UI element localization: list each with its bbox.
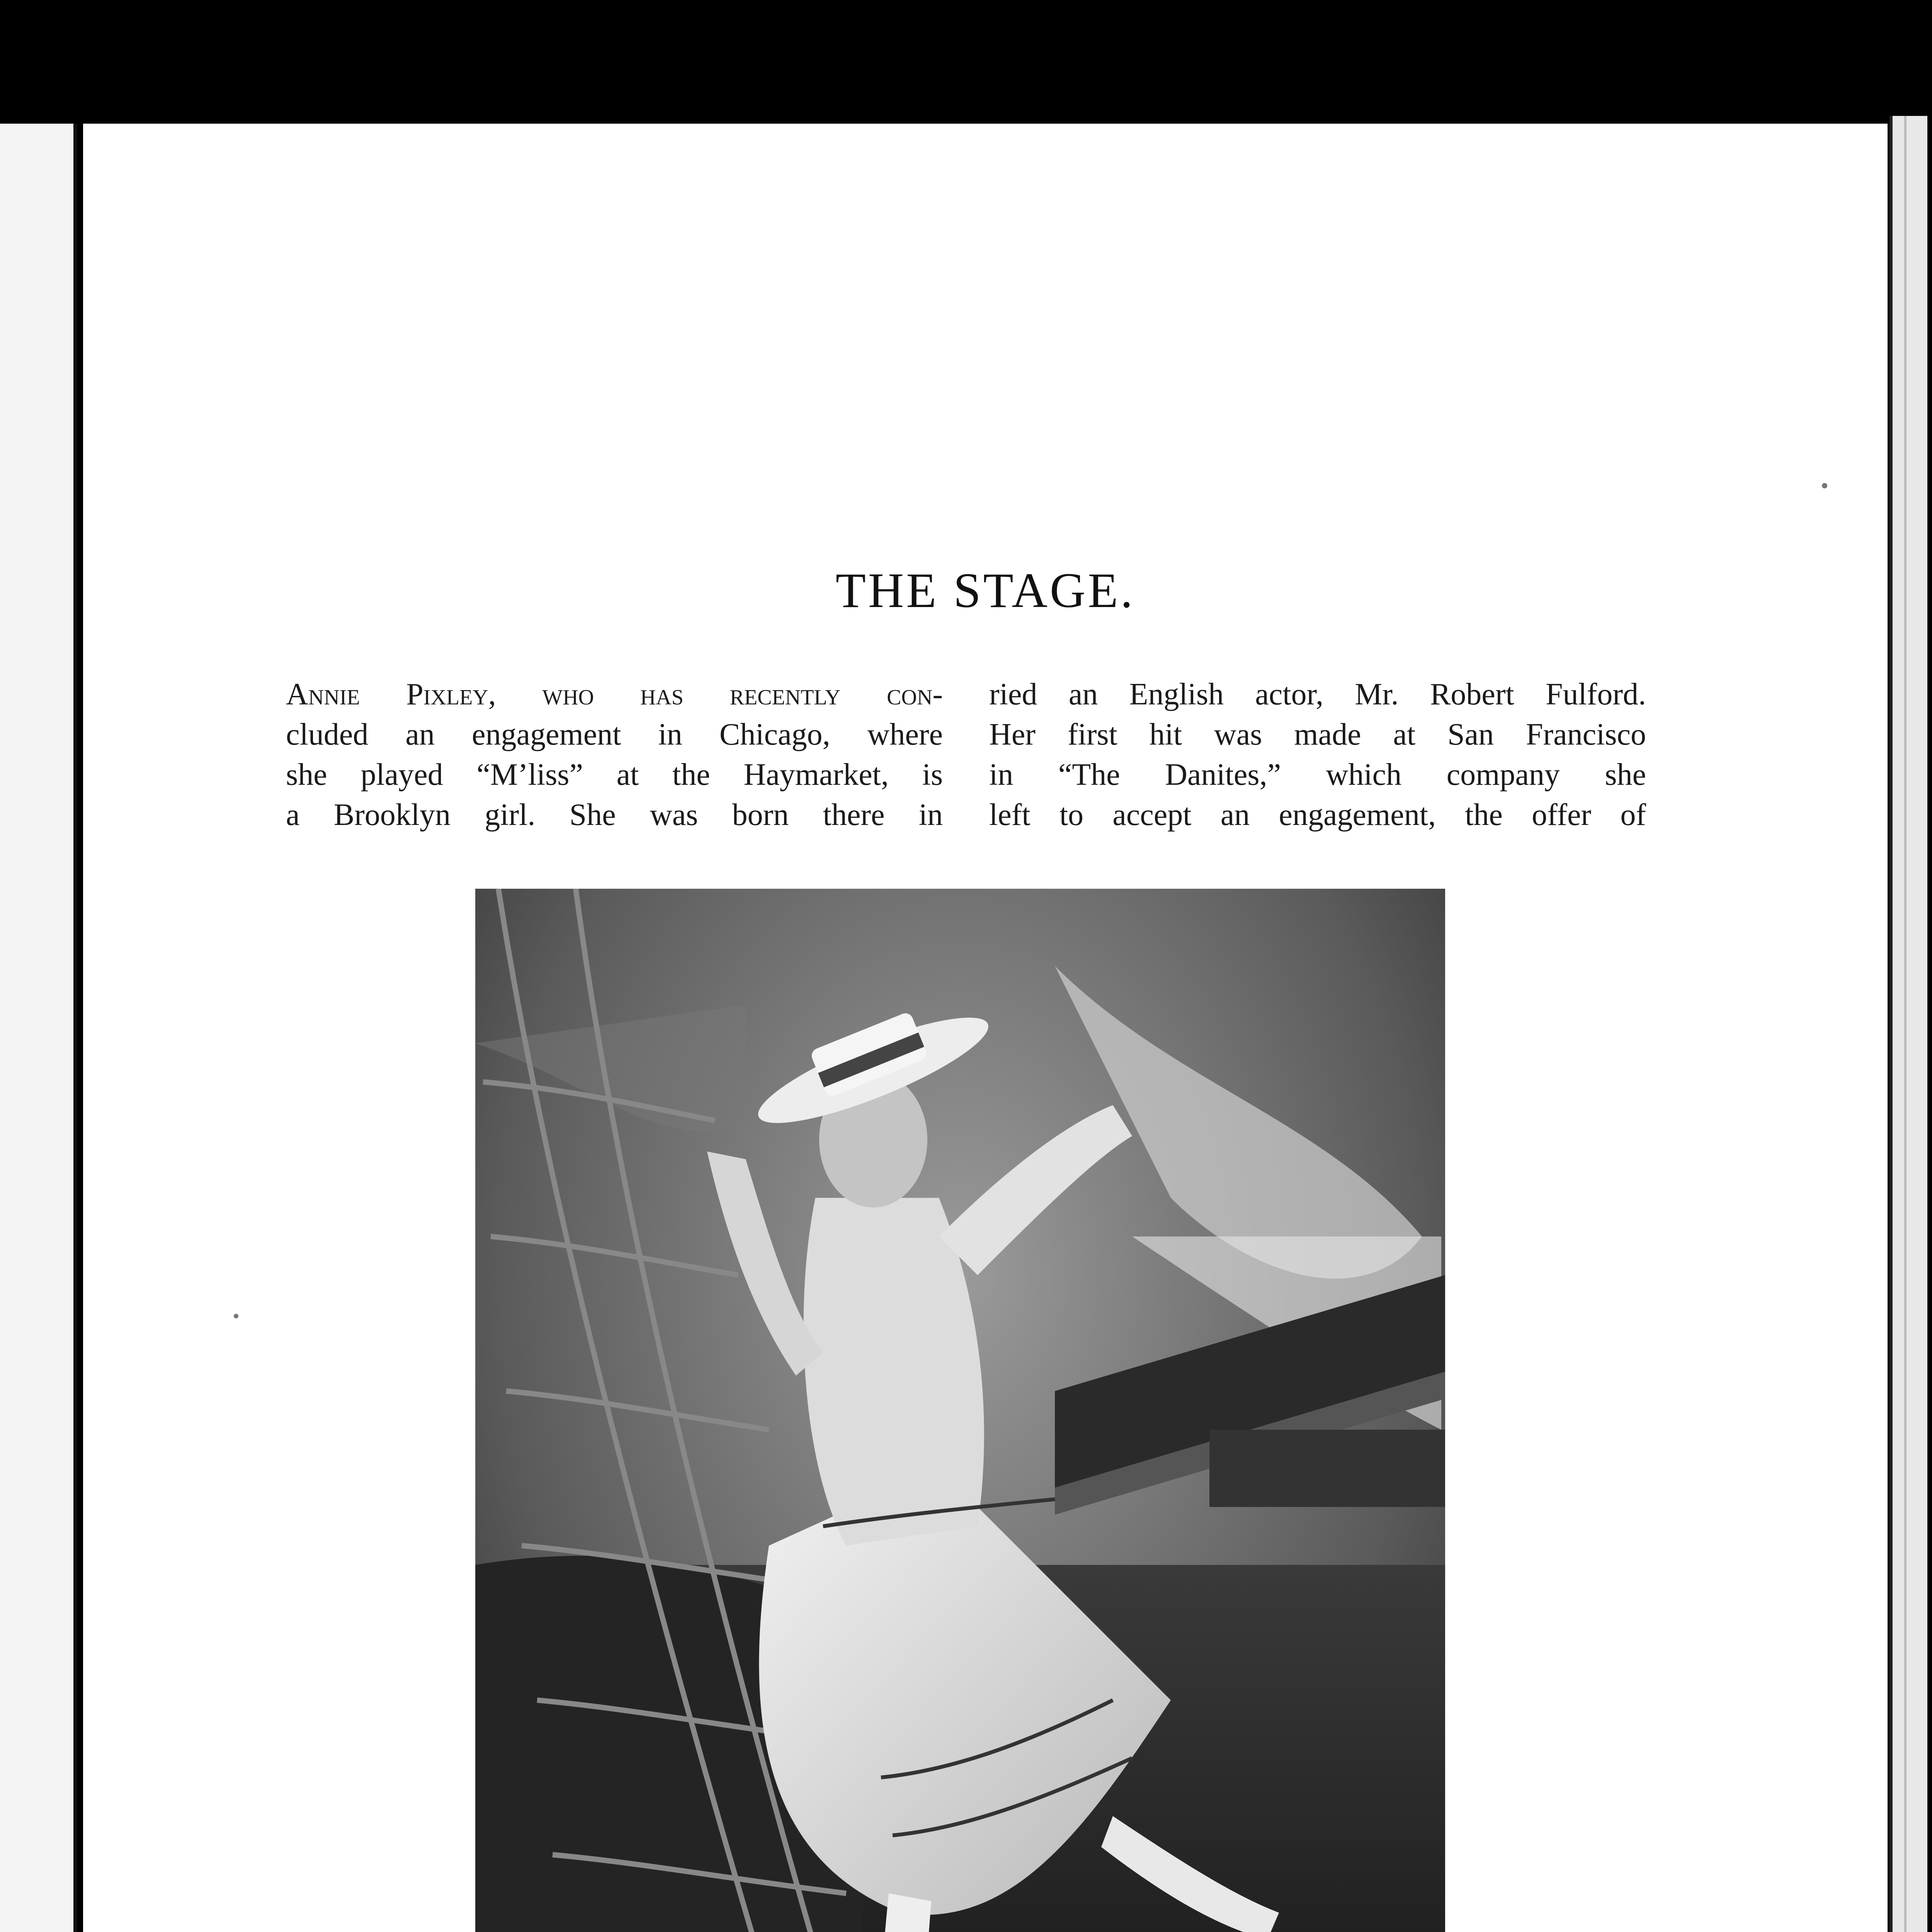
text-line: ried an English actor, Mr. Robert Fulford. <box>989 677 1646 711</box>
paper-speck <box>234 1314 238 1318</box>
text-column-top-right <box>989 674 1646 835</box>
text-line: left to accept an engagement, the offer of <box>989 798 1646 832</box>
text-line: a Brooklyn girl. She was born there in <box>286 798 943 832</box>
book-page <box>83 124 1888 1932</box>
page-title: THE STAGE. <box>835 563 1135 618</box>
paper-speck <box>1822 483 1827 488</box>
text-line <box>286 674 943 714</box>
portrait-photograph <box>475 889 1445 1932</box>
right-page-edge <box>1889 116 1927 1932</box>
text-line-content: Annie Pixley, who has recently con- <box>286 677 943 711</box>
text-line: cluded an engagement in Chicago, where <box>286 718 943 752</box>
left-page-edge <box>0 124 77 1932</box>
text-line: Her first hit was made at San Francisco <box>989 718 1646 752</box>
text-line: she played “M’liss” at the Haymarket, is <box>286 758 943 792</box>
text-line: in “The Danites,” which company she <box>989 758 1646 792</box>
photograph-image <box>475 889 1445 1932</box>
text-column-top-left <box>286 674 943 835</box>
